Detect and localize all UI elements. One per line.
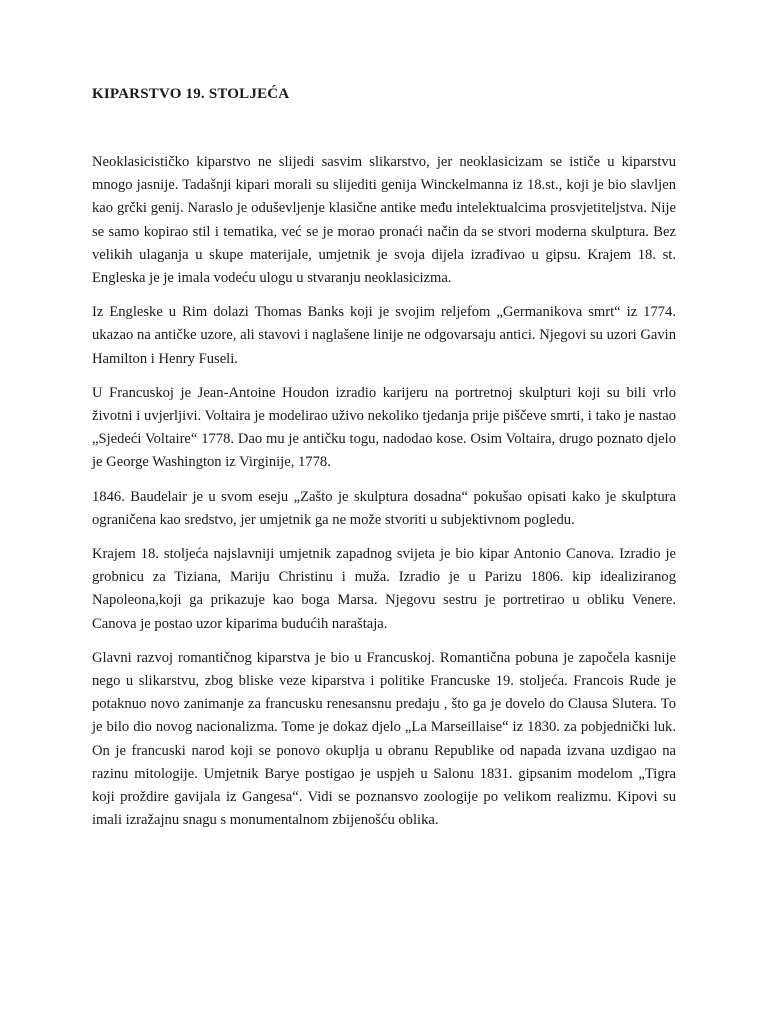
paragraph-baudelaire: 1846. Baudelair je u svom eseju „Zašto je skulptura dosadna“ pokušao opisati kako je skulptura ograničena kao sredstvo, jer umjetnik ga ne može stvoriti u subjektivnom pogledu. [92, 488, 676, 528]
document-body [92, 151, 676, 843]
paragraph-canova: Krajem 18. stoljeća najslavniji umjetnik zapadnog svijeta je bio kipar Antonio Canova. Izradio je grobnicu za Tiziana, Mariju Christinu i muža. Izradio je u Parizu 1806. kip idealiziranog Napoleona,koji ga prikazuje kao boga Marsa. Njegovu sestru je portretirao u obliku Venere. Canova je postao uzor kiparima budućih naraštaja. [92, 546, 676, 632]
paragraph-romantic-sculpture: Glavni razvoj romantičnog kiparstva je bio u Francuskoj. Romantična pobuna je započela kasnije nego u slikarstvu, zbog bliske veze kiparstva i politike Francuske 19. stoljeća. Francois Rude je potaknuo novo zanimanje za francusku renesansnu predaju , što ga je dovelo do Clausa Slutera. To je bilo dio novog nacionalizma. Tome je dokaz djelo „La Marseillaise“ iz 1830. za pobjednički luk. On je francuski narod koji se ponovo okuplja u obranu Republike od napada izvana uzdigao na razinu mitologije. Umjetnik Barye postigao je uspjeh u Salonu 1831. gipsanim modelom „Tigra koji proždire gavijala iz Gangesa“. Vidi se poznansvo zoologije po velikom realizmu. Kipovi su imali izražajnu snagu s monumentalnom zbijenošću oblika. [92, 649, 676, 829]
paragraph-thomas-banks: Iz Engleske u Rim dolazi Thomas Banks koji je svojim reljefom „Germanikova smrt“ iz 1774. ukazao na antičke uzore, ali stavovi i naglašene linije ne odgovarsaju antici. Njegovi su uzori Gavin Hamilton i Henry Fuseli. [92, 304, 676, 367]
document-title: KIPARSTVO 19. STOLJEĆA [92, 86, 290, 102]
paragraph-houdon: U Francuskoj je Jean-Antoine Houdon izradio karijeru na portretnoj skulpturi koji su bili vrlo životni i uvjerljivi. Voltaira je modelirao uživo nekoliko tjedanja prije piščeve smrti, i tako je nastao „Sjedeći Voltaire“ 1778. Dao mu je antičku togu, nadodao kose. Osim Voltaira, drugo poznato djelo je George Washington iz Virginije, 1778. [92, 384, 676, 471]
paragraph-neoclassicism-intro: Neoklasicističko kiparstvo ne slijedi sasvim slikarstvo, jer neoklasicizam se ističe u kiparstvu mnogo jasnije. Tadašnji kipari morali su slijediti genija Winckelmanna iz 18.st., koji je bio slavljen kao grčki genij. Naraslo je oduševljenje klasične antike među intelektualcima prosvjetiteljstva. Nije se samo kopirao stil i tematika, već se je morao pronaći način da se stvori moderna skulptura. Bez velikih ulaganja u skupe materijale, umjetnik je svoja dijela izrađivao u gipsu. Krajem 18. st. Engleska je je imala vodeću ulogu u stvaranju neoklasicizma. [92, 154, 676, 287]
